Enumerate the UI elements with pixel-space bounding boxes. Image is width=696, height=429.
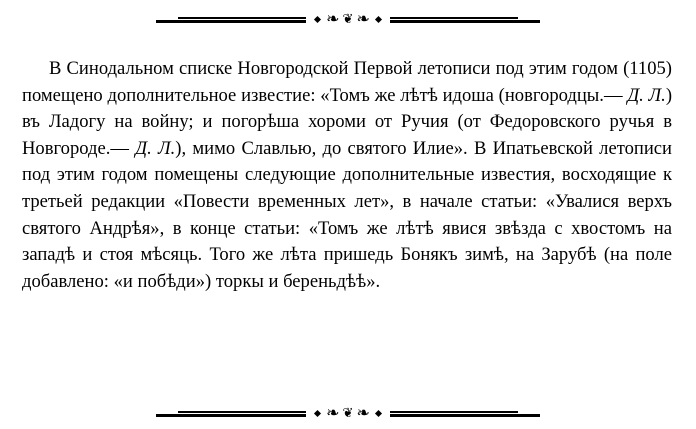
text-run: ) въ Ладогу на войну; и погорѣша хороми от Ручия (от Федоровского ручья в Новгороде.— — [22, 84, 673, 159]
text-run: В Синодальном списке Новгородской Первой летописи под этим годом (1105) помещено дополнительное известие: «Томъ же лѣтѣ идоша (новгородцы.— — [22, 58, 672, 106]
ornament-divider-bottom — [0, 400, 696, 426]
text-run: ), мимо Славлью, до святого Илие». В Ипатьевской летописи под этим годом помещены следующие дополнительные известия, восходящие к третьей редакции «Повести временных лет», в начале статьи: «Увалися верхъ святого Андрѣя», в конце статьи: «Томъ же лѣтѣ явися звѣзда с хвостомъ на западѣ и стоя мѣсяць. Того же лѣта пришедь Бонякъ зимѣ, на Зарубѣ (на поле добавлено: «и побѣди») торкы и береньдѣѣ». — [22, 137, 672, 292]
diamond-icon — [375, 15, 382, 22]
floral-left-icon: ❧ — [326, 9, 340, 28]
ornament-rule-left — [156, 411, 306, 416]
floral-middle-icon: ❦ — [342, 11, 354, 27]
floral-middle-icon: ❦ — [342, 405, 354, 421]
diamond-icon — [314, 409, 321, 416]
ornament-rule-right — [390, 411, 540, 416]
ornament-center-bottom — [312, 405, 384, 421]
body-text — [22, 56, 672, 295]
diamond-icon — [314, 15, 321, 22]
ornament-divider-top — [0, 6, 696, 32]
italic-attribution: Д. Л. — [627, 84, 666, 106]
paragraph — [22, 56, 672, 295]
ornament-center-top — [312, 11, 384, 27]
floral-left-icon: ❧ — [326, 403, 340, 422]
italic-attribution: Д. Л. — [135, 137, 176, 159]
ornament-rule-left — [156, 17, 306, 22]
floral-right-icon: ❧ — [356, 9, 370, 28]
ornament-rule-right — [390, 17, 540, 22]
diamond-icon — [375, 409, 382, 416]
floral-right-icon: ❧ — [356, 403, 370, 422]
